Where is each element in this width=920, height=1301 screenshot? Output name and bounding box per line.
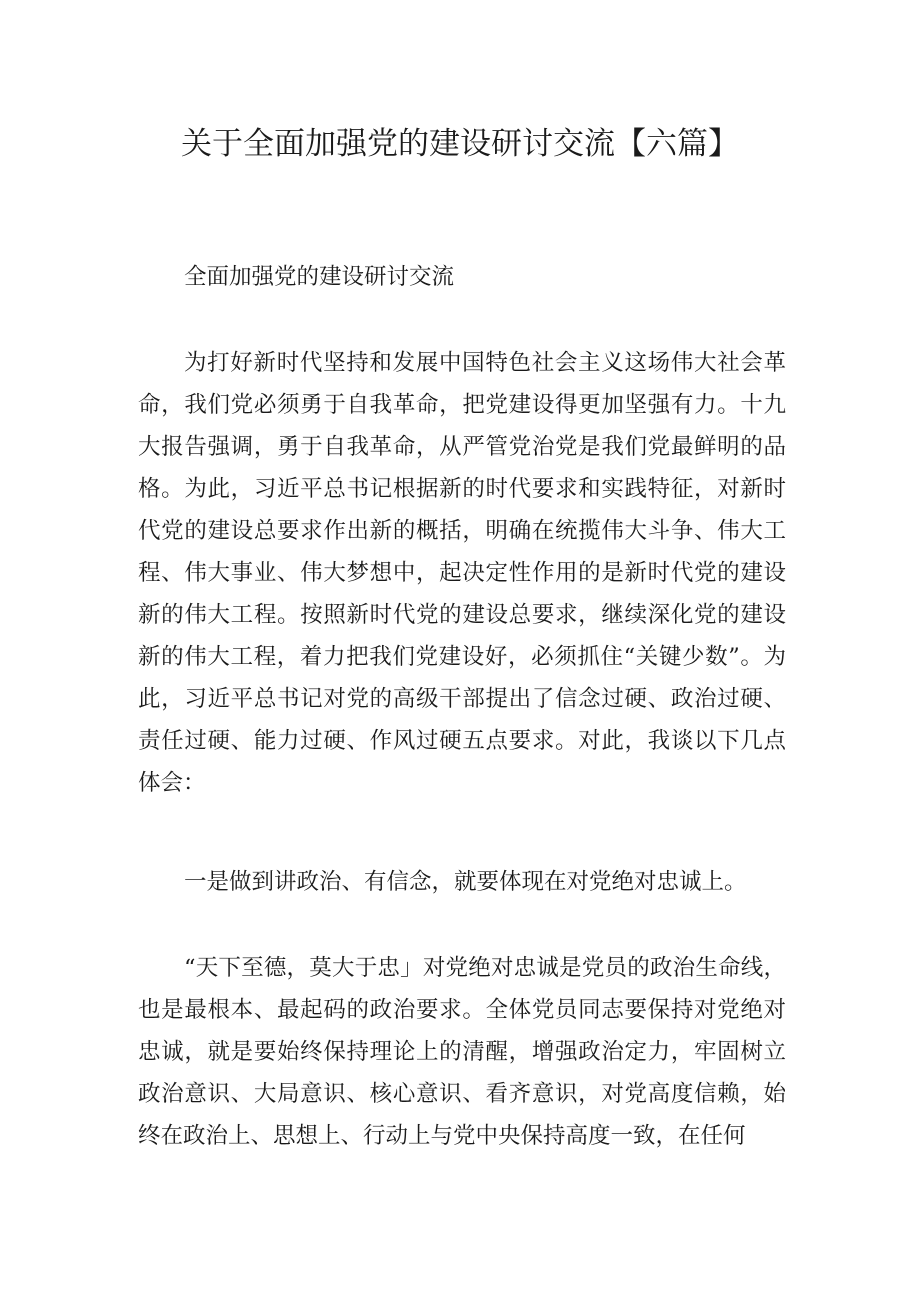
point-one-heading: 一是做到讲政治、有信念，就要体现在对党绝对忠诚上。 <box>184 869 747 895</box>
intro-paragraph: 为打好新时代坚持和发展中国特色社会主义这场伟大社会革命，我们党必须勇于自我革命，把党建设得更加坚强有力。十九大报告强调，勇于自我革命，从严管党治党是我们党最鲜明的品格。为此，习近平总书记根据新的时代要求和实践特征，对新时代党的建设总要求作出新的概括，明确在统揽伟大斗争、伟大工程、伟大事业、伟大梦想中，起决定性作用的是新时代党的建设新的伟大工程。按照新时代党的建设总要求，继续深化党的建设新的伟大工程，着力把我们党建设好，必须抓住“关键少数”。为此，习近平总书记对党的高级干部提出了信念过硬、政治过硬、责任过硬、能力过硬、作风过硬五点要求。对此，我谈以下几点体会： <box>138 350 786 796</box>
loyalty-paragraph: “天下至德，莫大于忠」对党绝对忠诚是党员的政治生命线，也是最根本、最起码的政治要求。全体党员同志要保持对党绝对忠诚，就是要始终保持理论上的清醒，增强政治定力，牢固树立政治意识、大局意识、核心意识、看齐意识，对党高度信赖，始终在政治上、思想上、行动上与党中央保持高度一致，在任何 <box>138 955 786 1149</box>
section-subtitle: 全面加强党的建设研讨交流 <box>184 264 455 290</box>
document-title: 关于全面加强党的建设研讨交流【六篇】 <box>181 126 739 162</box>
